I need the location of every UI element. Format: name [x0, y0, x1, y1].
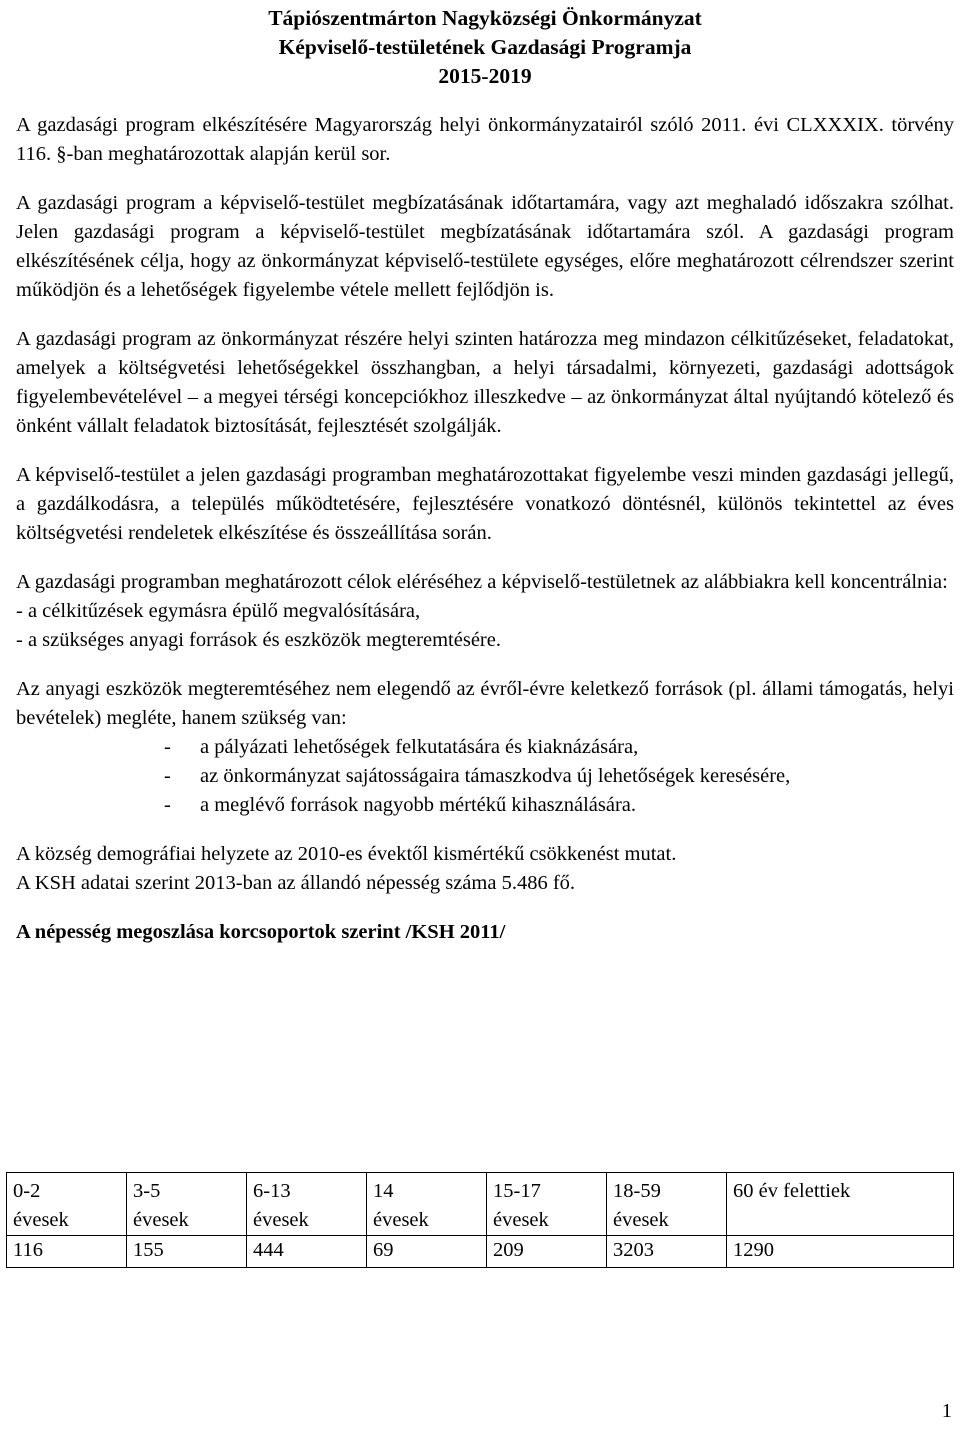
table-heading: A népesség megoszlása korcsoportok szerint /KSH 2011/ [16, 921, 506, 943]
resource-list-item-3: - a meglévő források nagyobb mértékű kihasználására. [164, 794, 637, 816]
paragraph-program-scope: A gazdasági program az önkormányzat részére helyi szinten határozza meg mindazon célkitűzéseket, feladatokat, amelyek a költségvetési lehetőségekkel összhangban, a helyi társadalmi, környezeti, gazdasági adottságok figyelembevételével – a megyei térségi koncepciókhoz illeszkedve – az önkormányzat által nyújtandó kötelező és önként vállalt feladatok biztosítását, fejlesztését szolgálják. [16, 328, 954, 437]
paragraph-focus-areas: A gazdasági programban meghatározott célok eléréséhez a képviselő-testületnek az alábbiakra kell koncentrálnia: [16, 571, 948, 593]
document-title [16, 0, 954, 91]
value-cell-14: 69 [367, 1236, 487, 1268]
value-cell-6-13: 444 [247, 1236, 367, 1268]
focus-list-item-1: - a célkitűzések egymásra épülő megvalósítására, [16, 600, 421, 622]
header-cell-60-plus: 60 év felettiek [727, 1173, 954, 1236]
value-cell-60-plus: 1290 [727, 1236, 954, 1268]
title-line-2: Képviselő-testületének Gazdasági Programja [278, 35, 692, 59]
header-cell-6-13: 6-13 évesek [247, 1173, 367, 1236]
paragraph-decision-basis: A képviselő-testület a jelen gazdasági programban meghatározottakat figyelembe veszi minden gazdasági jellegű, a gazdálkodásra, a település működtetésére, fejlesztésére vonatkozó döntésnél, különös tekintettel az éves költségvetési rendeletek elkészítése és összeállítása során. [16, 464, 954, 544]
header-cell-3-5: 3-5 évesek [127, 1173, 247, 1236]
document-page [16, 0, 954, 947]
header-cell-14: 14 évesek [367, 1173, 487, 1236]
page-number: 1 [941, 1400, 952, 1422]
title-line-1: Tápiószentmárton Nagyközségi Önkormányzat [268, 6, 702, 30]
value-cell-15-17: 209 [487, 1236, 607, 1268]
value-cell-18-59: 3203 [607, 1236, 727, 1268]
paragraph-program-duration: A gazdasági program a képviselő-testület megbízatásának időtartamára, vagy azt meghaladó időszakra szólhat. Jelen gazdasági program a képviselő-testület megbízatásának időtartamára szól. A gazdasági program elkészítésének célja, hogy az önkormányzat képviselő-testülete egységes, előre meghatározott célrendszer szerint működjön és a lehetőségek figyelembe vétele mellett fejlődjön is. [16, 192, 954, 301]
table-value-row [7, 1236, 954, 1268]
title-line-3: 2015-2019 [438, 64, 532, 88]
resource-list-item-1: - a pályázati lehetőségek felkutatására és kiaknázására, [164, 736, 639, 758]
header-cell-0-2: 0-2 évesek [7, 1173, 127, 1236]
paragraph-demography: A község demográfiai helyzete az 2010-es évektől kismértékű csökkenést mutat. [16, 843, 677, 865]
paragraph-resources: Az anyagi eszközök megteremtéséhez nem elegendő az évről-évre keletkező források (pl. állami támogatás, helyi bevételek) megléte, hanem szükség van: [16, 678, 954, 729]
paragraph-legal-basis: A gazdasági program elkészítésére Magyarország helyi önkormányzatairól szóló 2011. évi CLXXXIX. törvény 116. §-ban meghatározottak alapján kerül sor. [16, 114, 954, 165]
table-header-row [7, 1173, 954, 1236]
age-distribution-table [6, 1172, 954, 1268]
header-cell-18-59: 18-59 évesek [607, 1173, 727, 1236]
resource-list-item-2: - az önkormányzat sajátosságaira támaszkodva új lehetőségek keresésére, [164, 765, 791, 787]
value-cell-0-2: 116 [7, 1236, 127, 1268]
paragraph-population: A KSH adatai szerint 2013-ban az állandó népesség száma 5.486 fő. [16, 872, 576, 894]
header-cell-15-17: 15-17 évesek [487, 1173, 607, 1236]
focus-list-item-2: - a szükséges anyagi források és eszközök megteremtésére. [16, 629, 501, 651]
value-cell-3-5: 155 [127, 1236, 247, 1268]
